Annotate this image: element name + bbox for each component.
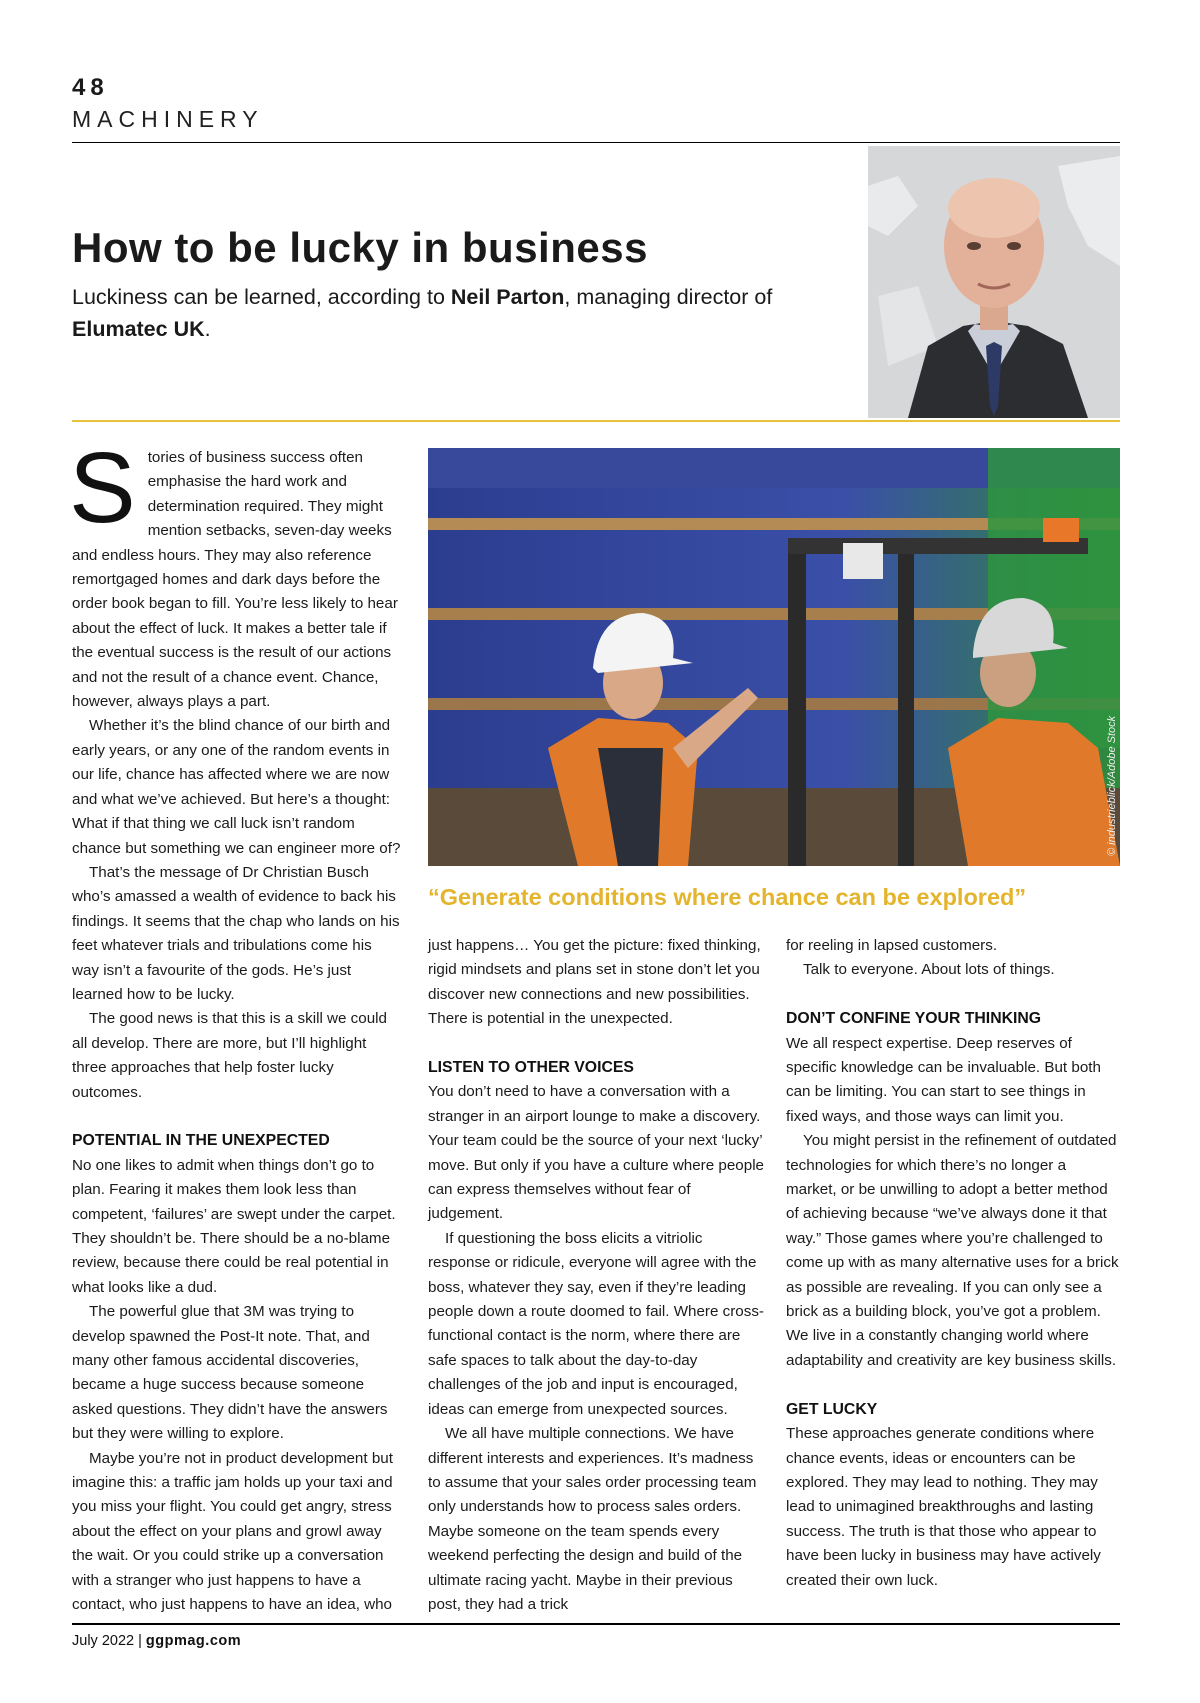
section-label: MACHINERY bbox=[72, 106, 264, 132]
issue-date: July 2022 bbox=[72, 1633, 135, 1649]
article-column-1 bbox=[69, 432, 402, 1617]
article-column-3 bbox=[786, 934, 1120, 1593]
pull-quote: “Generate conditions where chance can be explored” bbox=[428, 884, 1027, 910]
paragraph: The good news is that this is a skill we could all develop. There are more, but I’ll highlight three approaches that help foster lucky outcomes. bbox=[72, 1010, 387, 1101]
gold-divider bbox=[72, 420, 1120, 422]
paragraph: That’s the message of Dr Christian Busch who’s amassed a wealth of evidence to back his findings. It seems that the chap who lands on his feet whatever trials and tribulations come his way isn’t a favourite of the gods. He’s just learned how to be lucky. bbox=[72, 863, 400, 1003]
article-title: How to be lucky in business bbox=[72, 224, 648, 271]
paragraph: The powerful glue that 3M was trying to develop spawned the Post-It note. That, and many other famous accidental discoveries, became a huge success because someone asked questions. They didn’t have the answers but they were willing to explore. bbox=[72, 1303, 388, 1443]
photo-credit: © industrieblick/Adobe Stock bbox=[1106, 715, 1118, 856]
paragraph: You might persist in the refinement of outdated technologies for which there’s no longer a market, or be unwilling to adopt a better method of achieving because “we’ve always done it that way.” Those games where you’re challenged to come up with as many alternative uses for a brick as possible are revealing. If you can only see a brick as a building block, you’ve got a problem. We live in a constantly changing world where adaptability and creativity are key business skills. bbox=[786, 1132, 1119, 1369]
standfirst-text: , managing director of bbox=[564, 285, 773, 309]
author-name: Neil Parton bbox=[450, 285, 565, 309]
paragraph: Maybe you’re not in product development but imagine this: a traffic jam holds up your taxi and you miss your flight. You could get angry, stress about the effect on your plans and growl away the wait. Or you could strike up a conversation with a stranger who just happens to have a contact, who just happens to have an idea, who bbox=[72, 1449, 393, 1614]
paragraph: We all have multiple connections. We have different interests and experiences. It’s madness to assume that your sales order processing team only understands how to process sales orders. Maybe someone on the team spends every weekend perfecting the design and build of the ultimate racing yacht. Maybe in their previous post, they had a trick bbox=[428, 1425, 757, 1613]
top-divider bbox=[72, 142, 1120, 143]
paragraph: These approaches generate conditions where chance events, ideas or encounters can be explored. They may lead to nothing. They may lead to unimagined breakthroughs and lasting success. The truth is that those who appear to have been lucky in business may have actively created their own luck. bbox=[786, 1425, 1101, 1589]
standfirst bbox=[72, 281, 832, 345]
footer-separator: | bbox=[134, 1633, 146, 1649]
footer bbox=[72, 1633, 241, 1649]
standfirst-text: Luckiness can be learned, according to bbox=[72, 285, 451, 309]
paragraph: Whether it’s the blind chance of our birth and early years, or any one of the random events in our life, chance has affected where we are now and what we’ve achieved. But here’s a thought: What if that thing we call luck isn’t random chance but something we can engineer more of? bbox=[72, 717, 401, 857]
article-column-2 bbox=[428, 934, 764, 1617]
paragraph: Talk to everyone. About lots of things. bbox=[803, 961, 1055, 979]
drop-cap: S bbox=[69, 432, 136, 544]
paragraph: tories of business success often emphasise the hard work and determination required. They might mention setbacks, seven-day weeks and endless hours. They may also reference remortgaged homes and dark days before the order book began to fill. You’re less likely to hear about the effect of luck. It makes a better tale if the eventual success is the result of our actions and not the result of a chance event. Chance, however, always plays a part. bbox=[72, 449, 398, 711]
paragraph: for reeling in lapsed customers. bbox=[786, 937, 998, 954]
author-portrait bbox=[868, 146, 1120, 418]
website-link[interactable]: ggpmag.com bbox=[145, 1633, 242, 1649]
paragraph: No one likes to admit when things don’t go to plan. Fearing it makes them look less than competent, ‘failures’ are swept under the carpet. They shouldn’t be. There should be a no-blame review, because there could be real potential in what looks like a dud. bbox=[72, 1156, 396, 1296]
subheading-listen: LISTEN TO OTHER VOICES bbox=[428, 1059, 634, 1077]
company-name: Elumatec UK bbox=[72, 317, 205, 341]
paragraph: If questioning the boss elicits a vitriolic response or ridicule, everyone will agree with the boss, whatever they say, even if they’re leading people down a route doomed to fail. Where cross-functional contact is the norm, where there are safe spaces to talk about the day-to-day challenges of the job and input is encouraged, ideas can emerge from unexpected sources. bbox=[428, 1229, 764, 1418]
paragraph: We all respect expertise. Deep reserves of specific knowledge can be invaluable. But both can be limiting. You can start to see things in fixed ways, and those ways can limit you. bbox=[786, 1034, 1101, 1125]
paragraph: just happens… You get the picture: fixed thinking, rigid mindsets and plans set in stone don’t let you discover new connections and new possibilities. There is potential in the unexpected. bbox=[428, 937, 761, 1028]
subheading-confine: DON’T CONFINE YOUR THINKING bbox=[786, 1010, 1042, 1028]
subheading-potential: POTENTIAL IN THE UNEXPECTED bbox=[72, 1132, 330, 1150]
page-number: 48 bbox=[72, 74, 109, 101]
subheading-get-lucky: GET LUCKY bbox=[786, 1400, 878, 1418]
paragraph: You don’t need to have a conversation with a stranger in an airport lounge to make a discovery. Your team could be the source of your next ‘lucky’ move. But only if you have a culture where people can express themselves without fear of judgement. bbox=[428, 1083, 765, 1223]
bottom-divider bbox=[72, 1623, 1120, 1625]
forklift-photo bbox=[428, 448, 1120, 866]
standfirst-text: . bbox=[204, 317, 211, 341]
